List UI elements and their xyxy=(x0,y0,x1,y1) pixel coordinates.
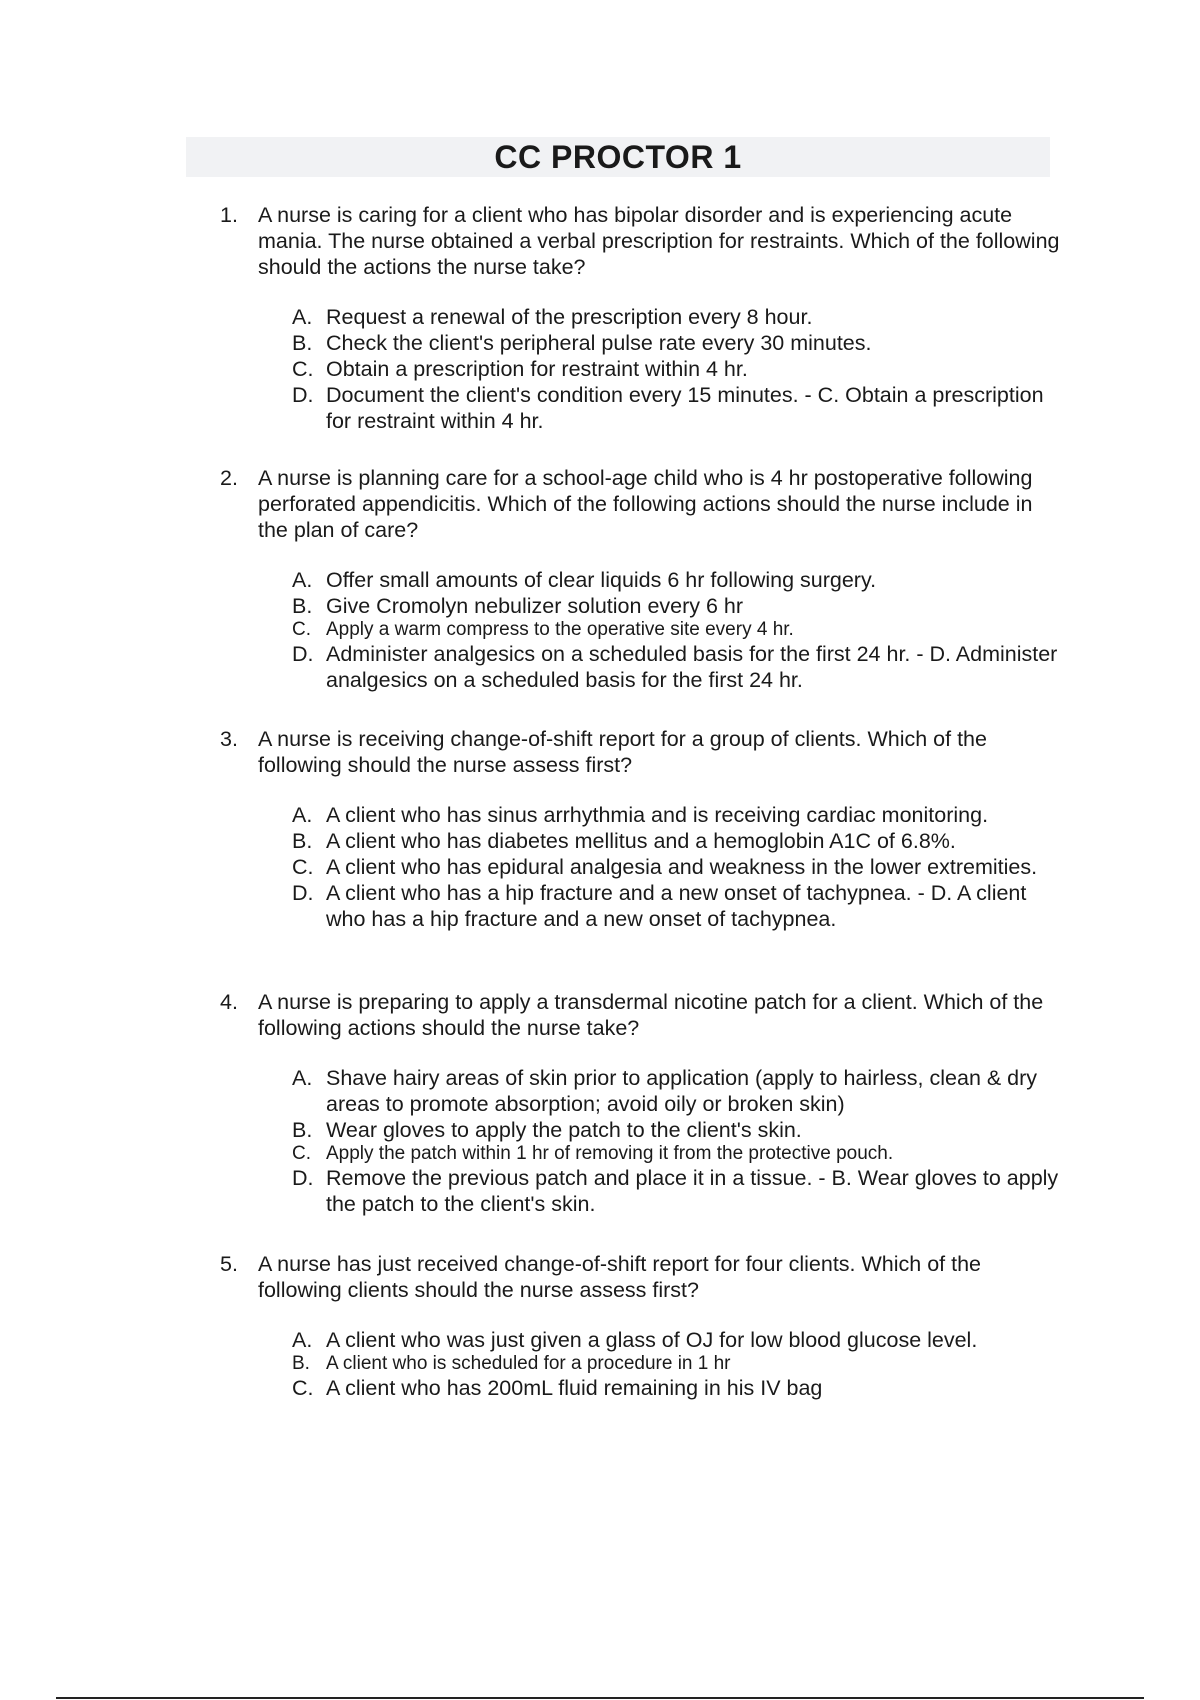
page-title: CC PROCTOR 1 xyxy=(494,139,742,175)
option-item xyxy=(292,330,1060,356)
option-item xyxy=(292,382,1060,434)
option-letter: C. xyxy=(292,1376,314,1400)
option-list xyxy=(292,1327,1060,1401)
option-letter: D. xyxy=(292,383,314,407)
option-text: A client who has a hip fracture and a new onset of tachypnea. - D. A client who has a hip fracture and a new onset of tachypnea. xyxy=(326,881,1027,931)
question-number: 4. xyxy=(220,990,238,1014)
option-letter: D. xyxy=(292,881,314,905)
option-text: A client who has 200mL fluid remaining in his IV bag xyxy=(326,1376,823,1400)
question-3 xyxy=(220,726,1060,932)
option-item xyxy=(292,1117,1060,1143)
option-item xyxy=(292,304,1060,330)
option-letter: D. xyxy=(292,1166,314,1190)
option-text: A client who has diabetes mellitus and a hemoglobin A1C of 6.8%. xyxy=(326,829,956,853)
option-letter: B. xyxy=(292,1353,310,1374)
question-stem: A nurse has just received change-of-shift report for four clients. Which of the following clients should the nurse assess first? xyxy=(258,1252,981,1302)
option-text: Offer small amounts of clear liquids 6 hr following surgery. xyxy=(326,568,877,592)
option-list xyxy=(292,567,1060,693)
option-text: Apply a warm compress to the operative site every 4 hr. xyxy=(326,619,794,640)
question-number: 3. xyxy=(220,727,238,751)
option-letter: B. xyxy=(292,829,313,853)
option-item xyxy=(292,1353,1060,1375)
question-2 xyxy=(220,465,1060,693)
option-item xyxy=(292,593,1060,619)
option-letter: C. xyxy=(292,619,311,640)
question-stem: A nurse is planning care for a school-age child who is 4 hr postoperative following perforated appendicitis. Which of the following actions should the nurse include in the plan of care? xyxy=(258,466,1033,542)
question-number: 1. xyxy=(220,203,238,227)
option-item xyxy=(292,854,1060,880)
option-letter: A. xyxy=(292,305,313,329)
option-text: Shave hairy areas of skin prior to application (apply to hairless, clean & dry areas to promote absorption; avoid oily or broken skin) xyxy=(326,1066,1038,1116)
option-letter: D. xyxy=(292,642,314,666)
option-item xyxy=(292,802,1060,828)
option-letter: A. xyxy=(292,1328,313,1352)
question-number: 5. xyxy=(220,1252,238,1276)
option-text: Obtain a prescription for restraint within 4 hr. xyxy=(326,357,748,381)
option-text: Apply the patch within 1 hr of removing it from the protective pouch. xyxy=(326,1143,894,1164)
option-text: A client who was just given a glass of OJ for low blood glucose level. xyxy=(326,1328,978,1352)
option-item xyxy=(292,1375,1060,1401)
question-stem: A nurse is receiving change-of-shift report for a group of clients. Which of the following should the nurse assess first? xyxy=(258,727,987,777)
option-item xyxy=(292,356,1060,382)
option-item xyxy=(292,567,1060,593)
option-list xyxy=(292,1065,1060,1217)
option-letter: C. xyxy=(292,1143,311,1164)
option-letter: C. xyxy=(292,855,314,879)
option-text: A client who is scheduled for a procedure in 1 hr xyxy=(326,1353,731,1374)
option-item xyxy=(292,641,1060,693)
question-number: 2. xyxy=(220,466,238,490)
option-letter: B. xyxy=(292,1118,313,1142)
option-text: Wear gloves to apply the patch to the client's skin. xyxy=(326,1118,802,1142)
question-5 xyxy=(220,1251,1060,1401)
option-letter: B. xyxy=(292,331,313,355)
option-letter: A. xyxy=(292,1066,313,1090)
option-text: Check the client's peripheral pulse rate every 30 minutes. xyxy=(326,331,872,355)
option-text: Administer analgesics on a scheduled basis for the first 24 hr. - D. Administer analgesics on a scheduled basis for the first 24 hr. xyxy=(326,642,1058,692)
option-item xyxy=(292,1327,1060,1353)
option-letter: B. xyxy=(292,594,313,618)
option-item xyxy=(292,880,1060,932)
option-text: A client who has epidural analgesia and weakness in the lower extremities. xyxy=(326,855,1038,879)
question-4 xyxy=(220,989,1060,1217)
question-1 xyxy=(220,202,1060,434)
option-text: A client who has sinus arrhythmia and is receiving cardiac monitoring. xyxy=(326,803,989,827)
option-letter: A. xyxy=(292,803,313,827)
option-item xyxy=(292,1065,1060,1117)
option-letter: A. xyxy=(292,568,313,592)
option-text: Give Cromolyn nebulizer solution every 6 hr xyxy=(326,594,744,618)
option-item xyxy=(292,1165,1060,1217)
option-letter: C. xyxy=(292,357,314,381)
option-list xyxy=(292,304,1060,434)
option-text: Request a renewal of the prescription every 8 hour. xyxy=(326,305,813,329)
question-stem: A nurse is caring for a client who has bipolar disorder and is experiencing acute mania. The nurse obtained a verbal prescription for restraints. Which of the following should the actions the nurse take? xyxy=(258,203,1060,279)
question-stem: A nurse is preparing to apply a transdermal nicotine patch for a client. Which of the following actions should the nurse take? xyxy=(258,990,1044,1040)
page-bottom-rule xyxy=(56,1697,1144,1699)
option-item xyxy=(292,619,1060,641)
option-list xyxy=(292,802,1060,932)
option-item xyxy=(292,1143,1060,1165)
option-text: Document the client's condition every 15 minutes. - C. Obtain a prescription for restraint within 4 hr. xyxy=(326,383,1044,433)
option-text: Remove the previous patch and place it in a tissue. - B. Wear gloves to apply the patch to the client's skin. xyxy=(326,1166,1059,1216)
option-item xyxy=(292,828,1060,854)
